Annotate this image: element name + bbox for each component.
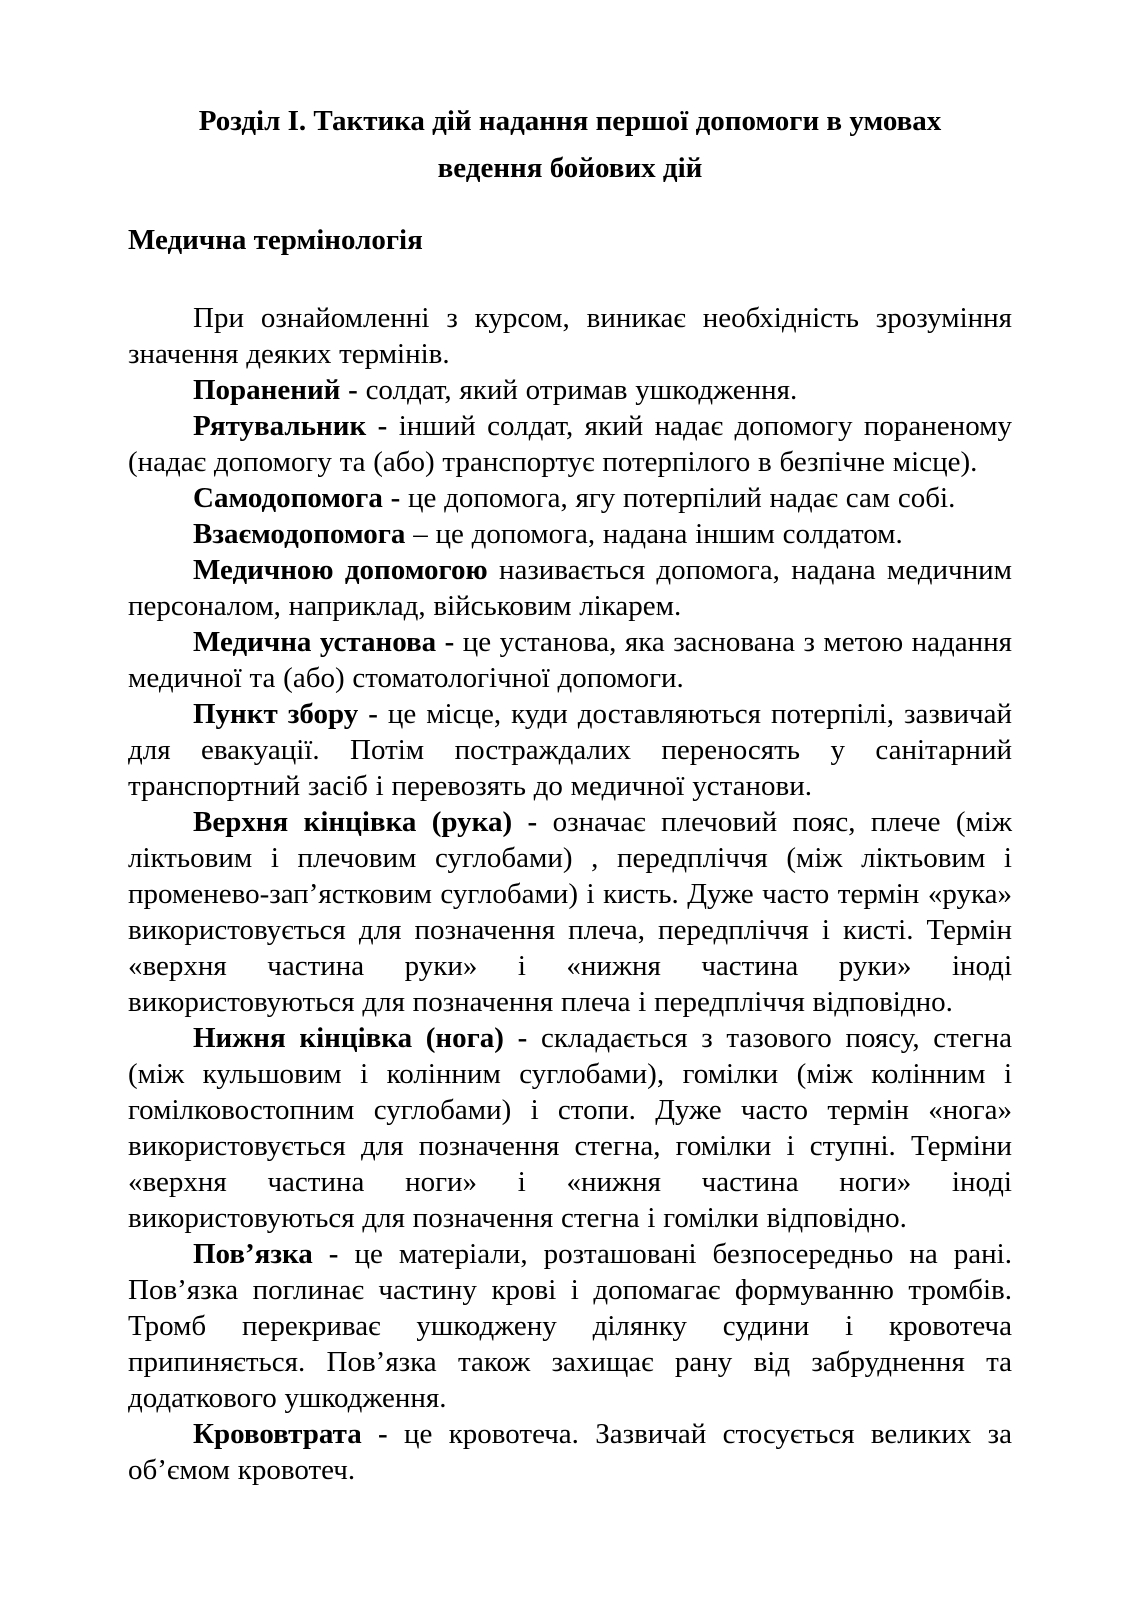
body-text [128, 300, 1012, 1488]
paragraph [128, 804, 1012, 1020]
term-bold: Рятувальник - [193, 410, 388, 442]
paragraph [128, 516, 1012, 552]
paragraph [128, 1236, 1012, 1416]
chapter-title-line-2: ведення бойових дій [437, 152, 703, 184]
paragraph-text: це кровотеча. Зазвичай стосується великих за об’ємом кровотеч. [128, 1418, 1012, 1486]
paragraph [128, 1020, 1012, 1236]
paragraph [128, 552, 1012, 624]
term-bold: Взаємодопомога [193, 518, 406, 550]
section-heading: Медична термінологія [128, 224, 423, 256]
term-bold: Верхня кінцівка (рука) - [193, 806, 538, 838]
paragraph [128, 696, 1012, 804]
term-bold: Медична установа - [193, 626, 455, 658]
paragraph-text: інший солдат, який надає допомогу пораненому (надає допомогу та (або) транспортує потерпілого в безпічне місце). [128, 410, 1013, 478]
paragraph-text: складається з тазового поясу, стегна (між кульшовим і колінним суглобами), гомілки (між колінним і гомілковостопним суглобами) і стопи. Дуже часто термін «нога» використовується для позначення стегна, гомілки і ступні. Терміни «верхня частина ноги» і «нижня частина ноги» іноді використовуються для позначення стегна і гомілки відповідно. [128, 1022, 1013, 1234]
paragraph-text: це місце, куди доставляються потерпілі, зазвичай для евакуації. Потім постраждалих переносять у санітарний транспортний засіб і перевозять до медичної установи. [128, 698, 1012, 802]
term-bold: Поранений - [193, 374, 358, 406]
chapter-title [128, 98, 1012, 192]
paragraph-text: солдат, який отримав ушкодження. [357, 374, 798, 406]
paragraph-text: – це допомога, надана іншим солдатом. [405, 518, 903, 550]
paragraph [128, 480, 1012, 516]
paragraph-text: означає плечовий пояс, плече (між ліктьовим і плечовим суглобами) , передпліччя (між ліктьовим і променево-зап’ястковим суглобами) і кисть. Дуже часто термін «рука» використовується для позначення плеча, передпліччя і кисті. Термін «верхня частина руки» і «нижня частина руки» іноді використовуються для позначення плеча і передпліччя відповідно. [128, 806, 1012, 1018]
paragraph [128, 1416, 1012, 1488]
paragraph [128, 408, 1012, 480]
term-bold: Медичною допомогою [193, 554, 488, 586]
paragraph [128, 300, 1012, 372]
term-bold: Нижня кінцівка (нога) - [193, 1022, 528, 1054]
term-bold: Крововтрата - [193, 1418, 388, 1450]
paragraph-text: називається допомога, надана медичним персоналом, наприклад, військовим лікарем. [128, 554, 1012, 622]
term-bold: Пункт збору - [193, 698, 378, 730]
paragraph-text: При ознайомленні з курсом, виникає необхідність зрозуміння значення деяких термінів. [128, 302, 1012, 370]
chapter-title-line-1: Розділ І. Тактика дій надання першої допомоги в умовах [198, 105, 942, 137]
paragraph [128, 372, 1012, 408]
term-bold: Самодопомога - [193, 482, 401, 514]
paragraph-text: це установа, яка заснована з метою надання медичної та (або) стоматологічної допомоги. [128, 626, 1012, 694]
paragraph-text: це матеріали, розташовані безпосередньо на рані. Пов’язка поглинає частину крові і допомагає формуванню тромбів. Тромб перекриває ушкоджену ділянку судини і кровотеча припиняється. Пов’язка також захищає рану від забруднення та додаткового ушкодження. [128, 1238, 1012, 1414]
paragraph [128, 624, 1012, 696]
term-bold: Пов’язка - [193, 1238, 339, 1270]
paragraph-text: це допомога, ягу потерпілий надає сам собі. [400, 482, 956, 514]
